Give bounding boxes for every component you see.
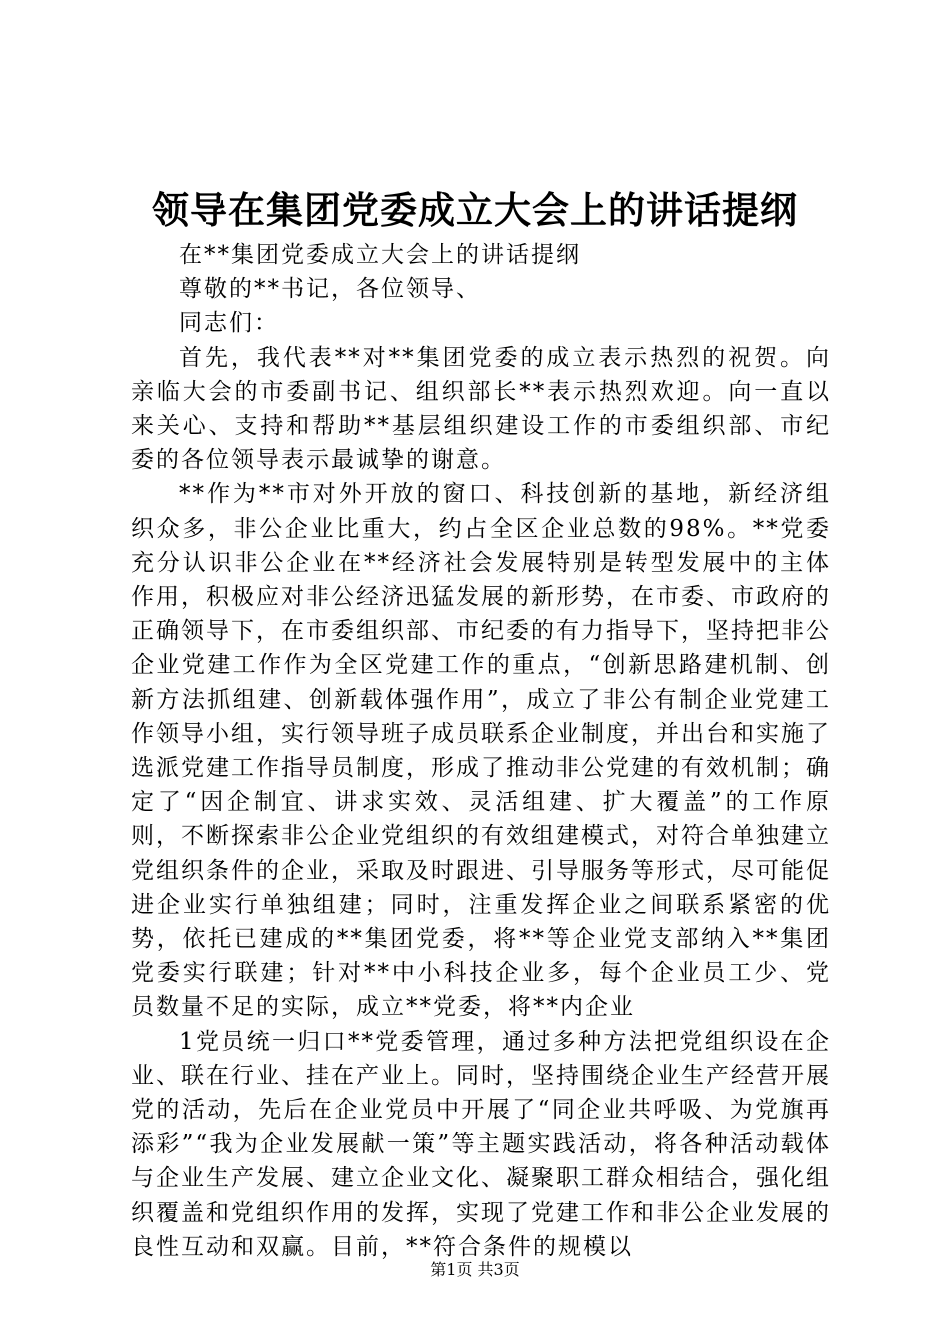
paragraph-unified-management: 1党员统一归口**党委管理，通过多种方法把党组织设在企业、联在行业、挂在产业上。同时，坚持围绕企业生产经营开展党的活动，先后在企业党员中开展了“同企业共呼吸、为党旗再添彩”“我为企业发展献一策”等主题实践活动，将各种活动载体与企业生产发展、建立企业文化、凝聚职工群众相结合，强化组织覆盖和党组织作用的发挥，实现了党建工作和非公企业发展的良性互动和双赢。目前，**符合条件的规模以 <box>131 1028 831 1260</box>
document-title: 领导在集团党委成立大会上的讲话提纲 <box>152 188 798 232</box>
paragraph-party-building-work: **作为**市对外开放的窗口、科技创新的基地，新经济组织众多，非公企业比重大，约占全区企业总数的98%。**党委充分认识非公企业在**经济社会发展特别是转型发展中的主体作用，积极应对非公经济迅猛发展的新形势，在市委、市政府的正确领导下，在市委组织部、市纪委的有力指导下，坚持把非公企业党建工作作为全区党建工作的重点，“创新思路建机制、创新方法抓组建、创新载体强作用”，成立了非公有制企业党建工作领导小组，实行领导班子成员联系企业制度，并出台和实施了选派党建工作指导员制度，形成了推动非公党建的有效机制；确定了“因企制宜、讲求实效、灵活组建、扩大覆盖”的工作原则，不断探索非公企业党组织的有效组建模式，对符合单独建立党组织条件的企业，采取及时跟进、引导服务等形式，尽可能促进企业实行单独组建；同时，注重发挥企业之间联系紧密的优势，依托已建成的**集团党委，将**等企业党支部纳入**集团党委实行联建；针对**中小科技企业多，每个企业员工少、党员数量不足的实际，成立**党委，将**内企业 <box>131 481 831 1021</box>
paragraph-congratulations: 首先，我代表**对**集团党委的成立表示热烈的祝贺。向亲临大会的市委副书记、组织部长**表示热烈欢迎。向一直以来关心、支持和帮助**基层组织建设工作的市委组织部、市纪委的各位领导表示最诚挚的谢意。 <box>131 344 831 474</box>
paragraph-salutation: 尊敬的**书记，各位领导、 <box>179 276 481 303</box>
page-number-footer: 第1页 共3页 <box>430 1260 520 1279</box>
document-body <box>131 238 831 1264</box>
paragraph-salutation-continued: 同志们： <box>179 310 279 337</box>
paragraph-heading: 在**集团党委成立大会上的讲话提纲 <box>179 242 581 268</box>
